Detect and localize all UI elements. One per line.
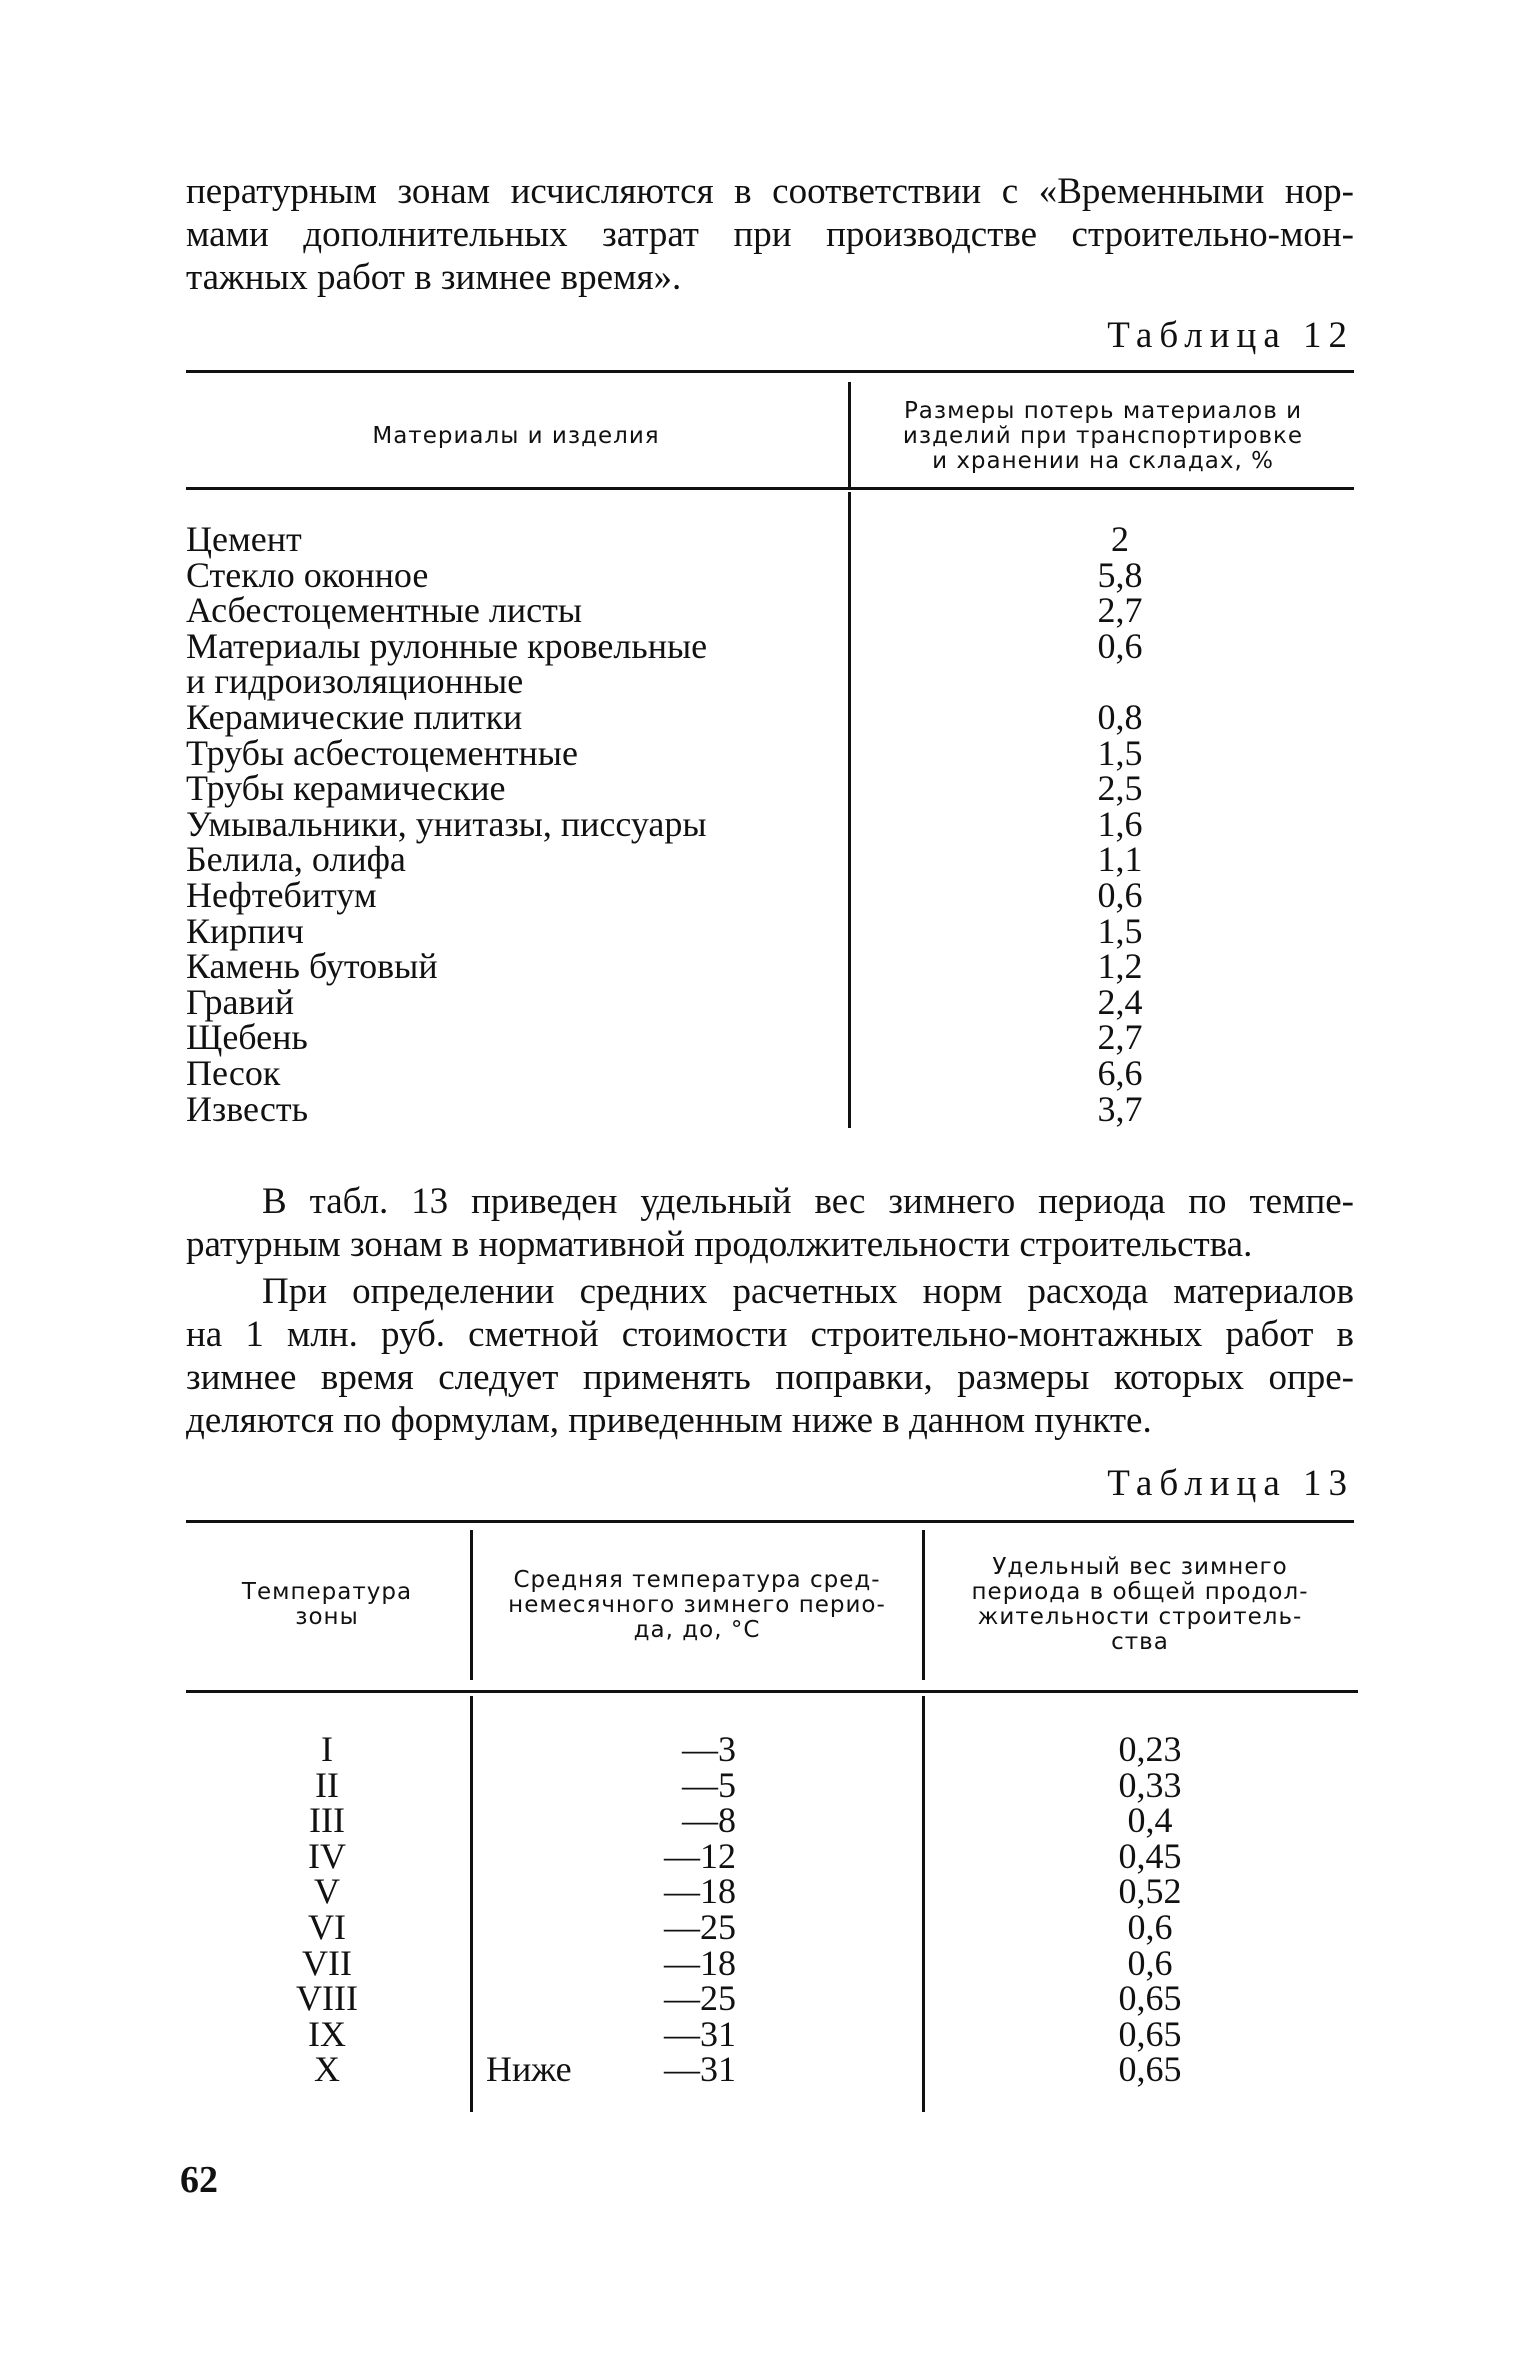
table13-prefix-cell (486, 1874, 596, 1910)
table13-zone-cell: VII (302, 1942, 352, 1983)
table13-weights-column (1080, 1729, 1220, 2090)
table13-prefix-cell (486, 1839, 596, 1875)
text-line: тажных работ в зимнее время». (186, 257, 682, 298)
table13-temp-cell: —25 (664, 1906, 736, 1947)
table13-temps-column (600, 1729, 736, 2090)
table13-top-rule (186, 1520, 1354, 1523)
header-line: жительности строитель- (977, 1604, 1303, 1630)
table13-zones-column (186, 1729, 468, 2090)
table12-materials-column (186, 519, 836, 1129)
table12-value-cell: 2,7 (1097, 1017, 1143, 1058)
text-line: мами дополнительных затрат при производстве строительно-мон- (186, 214, 1354, 255)
table13-header-temp (474, 1530, 920, 1680)
table12-value-cell: 1,5 (1097, 732, 1143, 773)
header-line: Температура (241, 1579, 413, 1605)
table13-zone-cell: III (309, 1800, 345, 1841)
table12-value-cell: 0,8 (1097, 696, 1143, 737)
table13-header-divider-2 (922, 1530, 925, 1680)
table13-temp-cell: —18 (664, 1942, 736, 1983)
header-line: изделий при транспортировке (902, 422, 1304, 449)
table13-weight-cell: 0,6 (1127, 1942, 1173, 1983)
table13-weight-cell: 0,33 (1118, 1764, 1182, 1805)
table12-material-cell: Материалы рулонные кровельные (186, 625, 708, 666)
text-line: При определении средних расчетных норм расхода материалов (262, 1271, 1354, 1312)
table12-material-cell: Трубы керамические (186, 768, 506, 809)
table12-material-cell: Умывальники, унитазы, писсуары (186, 803, 707, 844)
table13-prefix-cell (486, 1910, 596, 1946)
table13-weight-cell: 0,23 (1118, 1729, 1182, 1769)
table12-material-cell: Керамические плитки (186, 696, 523, 737)
table13-prefix-cell: Ниже (486, 2049, 572, 2090)
table13-prefix-cell (486, 1732, 596, 1768)
table13-weight-cell: 0,45 (1118, 1835, 1182, 1876)
table12-values-column (1040, 519, 1200, 1129)
header-line: ства (1111, 1629, 1169, 1655)
paragraph-3 (186, 1270, 1354, 1442)
table12-material-cell: Стекло оконное (186, 554, 429, 595)
table13-prefix-cell (486, 2017, 596, 2053)
paragraph-2 (186, 1180, 1354, 1266)
table13-prefix-cell (486, 1803, 596, 1839)
table13-temp-cell: —18 (664, 1871, 736, 1912)
table12-value-cell (1040, 664, 1200, 700)
header-line: Средняя температура сред- (513, 1566, 881, 1593)
table12-material-cell: Щебень (186, 1017, 308, 1058)
table12-material-cell: Кирпич (186, 910, 304, 951)
table12-value-cell: 6,6 (1097, 1052, 1143, 1093)
table13-temp-cell: —5 (682, 1764, 736, 1805)
text-line: зимнее время следует применять поправки, размеры которых опре- (186, 1357, 1354, 1398)
table13-weight-cell: 0,52 (1118, 1871, 1182, 1912)
table12-value-cell: 1,1 (1097, 839, 1143, 880)
table12-material-cell: Камень бутовый (186, 946, 438, 987)
header-line: Размеры потерь материалов и (903, 397, 1303, 424)
table13-zone-cell: V (314, 1871, 340, 1912)
table13-weight-cell: 0,65 (1118, 1978, 1182, 2019)
table12-value-cell: 1,6 (1097, 803, 1143, 844)
table12-header-material: Материалы и изделия (372, 422, 660, 449)
table13-prefix-cell (486, 1946, 596, 1982)
table13-temp-cell: —3 (682, 1729, 736, 1769)
table12-material-cell: Нефтебитум (186, 874, 377, 915)
table12-header-loss (852, 380, 1354, 492)
header-line: немесячного зимнего перио- (508, 1591, 886, 1618)
table13-prefix-column (486, 1732, 596, 2088)
table12-value-cell: 1,5 (1097, 910, 1143, 951)
table13-temp-cell: —8 (682, 1800, 736, 1841)
table12-value-cell: 1,2 (1097, 946, 1143, 987)
table12-header-rule (186, 487, 1354, 490)
table12-value-cell: 2,5 (1097, 768, 1143, 809)
table13-temp-cell: —12 (664, 1835, 736, 1876)
table13-header-divider-1 (470, 1530, 473, 1680)
header-line: и хранении на складах, % (932, 447, 1274, 474)
table12-material-cell: Цемент (186, 519, 302, 559)
header-line: да, до, °С (633, 1616, 761, 1643)
table13-column-divider-1 (470, 1696, 473, 2112)
table13-zone-cell: IX (308, 2013, 346, 2054)
table13-weight-cell: 0,4 (1127, 1800, 1173, 1841)
table12-material-cell: Асбестоцементные листы (186, 590, 583, 631)
table13-zone-cell: II (315, 1764, 339, 1805)
table12-value-cell: 2 (1111, 519, 1129, 559)
table12-material-cell: Трубы асбестоцементные (186, 732, 578, 773)
table13-zone-cell: VI (308, 1906, 346, 1947)
header-line: периода в общей продол- (971, 1579, 1309, 1605)
table13-zone-cell: VIII (296, 1978, 358, 2019)
table13-column-divider-2 (922, 1696, 925, 2112)
table13-temp-cell: —25 (664, 1978, 736, 2019)
table13-header-rule (186, 1690, 1358, 1693)
table13-zone-cell: IV (308, 1835, 346, 1876)
table13-caption: Таблица 13 (1107, 1463, 1354, 1504)
table13-weight-cell: 0,65 (1118, 2049, 1182, 2090)
table13-zone-cell: I (321, 1729, 333, 1769)
table13-header-zone (186, 1530, 468, 1680)
header-line: зоны (295, 1604, 359, 1630)
table13-header-weight (926, 1530, 1354, 1680)
table12-value-cell: 2,4 (1097, 981, 1143, 1022)
table12-material-cell: Белила, олифа (186, 839, 406, 880)
table12-caption: Таблица 12 (1107, 315, 1354, 356)
table12-value-cell: 3,7 (1097, 1088, 1143, 1129)
table12-top-rule (186, 370, 1354, 373)
text-line: пературным зонам исчисляются в соответствии с «Временными нор- (186, 171, 1354, 212)
table12-material-cell: и гидроизоляционные (186, 661, 524, 702)
text-line: на 1 млн. руб. сметной стоимости строительно-монтажных работ в (186, 1314, 1354, 1355)
table12-value-cell: 0,6 (1097, 625, 1143, 666)
intro-paragraph (186, 170, 1354, 299)
text-line: деляются по формулам, приведенным ниже в данном пункте. (186, 1400, 1152, 1441)
table12-value-cell: 5,8 (1097, 554, 1143, 595)
text-line: В табл. 13 приведен удельный вес зимнего периода по темпе- (262, 1181, 1354, 1222)
table12-header-divider (848, 382, 851, 490)
table12-column-divider (848, 492, 851, 1128)
table12-material-cell: Известь (186, 1088, 309, 1129)
table13-weight-cell: 0,65 (1118, 2013, 1182, 2054)
table13-temp-cell: —31 (664, 2049, 736, 2090)
table13-prefix-cell (486, 1768, 596, 1804)
text-line: ратурным зонам в нормативной продолжительности строительства. (186, 1224, 1253, 1265)
header-line: Удельный вес зимнего (992, 1554, 1288, 1580)
table12-material-cell: Гравий (186, 981, 295, 1022)
table13-prefix-cell (486, 1981, 596, 2017)
table13-temp-cell: —31 (664, 2013, 736, 2054)
table13-zone-cell: X (314, 2049, 340, 2090)
page-number: 62 (180, 2159, 218, 2201)
table12-material-cell: Песок (186, 1052, 281, 1093)
table12-value-cell: 2,7 (1097, 590, 1143, 631)
table12-value-cell: 0,6 (1097, 874, 1143, 915)
table13-weight-cell: 0,6 (1127, 1906, 1173, 1947)
